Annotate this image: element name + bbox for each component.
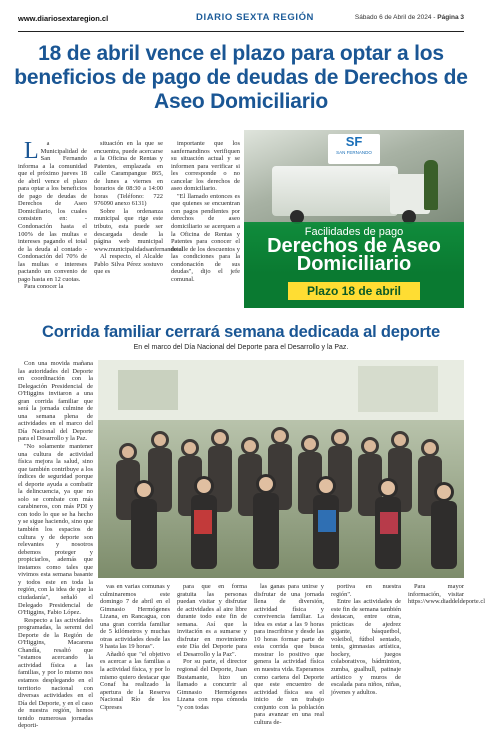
article1-column-2: situación en la que se encuentra, puede acercarse a la Oficina de Rentas y Patentes, emplazada en calle Carampangue 865, de lunes a viernes en horarios de 08:30 a 14:00 horas (Teléfono: 722 976090 anexo 6131) Sobre la ordenanza municipal que rige este tributo, esta puede ser descargada desde la página web municipal www.municipalidadsanfernando.cl Al respecto, el Alcalde Pablo Silva Pérez sostuvo que es — [94, 140, 184, 276]
issue-date: Sábado 6 de Abril de 2024 - Página 3 — [354, 14, 464, 21]
article2-subhead: En el marco del Día Nacional del Deporte para el Desarrollo y la Paz. — [133, 344, 349, 351]
site-url[interactable]: www.diariosextaregion.cl — [18, 14, 109, 23]
ad-line-2: Derechos de Aseo — [267, 235, 441, 257]
newspaper-brand: DIARIO SEXTA REGIÓN — [196, 12, 315, 23]
article1-column-3: importante que los sanfernandinos verifiquen su situación actual y se informen para verificar si les corresponde o no cancelar los derechos de aseo domiciliario. "El llamado entonces es que quienes se encuentran con pagos pendientes por derechos de aseo domiciliario se acerquen a la Oficina de Rentas y Patentes para conocer el detalle de los descuentos y las condiciones para la condonación de sus deudas", dijo el jefe comunal. — [171, 140, 240, 283]
article1-column-1: L a Municipalidad de San Fernando informa a la comunidad que el próximo jueves 18 de abril vence el plazo para optar a los beneficios de pago de deudas de Derechos de Aseo Domiciliario, los cuales consisten en: -Condonación hasta el 100% de las multas e intereses pagando el total de la deuda al contado -Condonación del 70% de las multas e intereses pactando un convenio de pago hasta en 12 cuotas. Para conocer la — [18, 138, 87, 291]
ad-deadline-badge: Plazo 18 de abril — [288, 282, 420, 300]
article2-column-6: Para mayor información, visitar https://www.diaddeldeporte.cl — [408, 583, 485, 606]
page-number: Página 3 — [437, 14, 464, 21]
ad-line-3: Domiciliario — [296, 253, 412, 275]
article2-column-1: Con una movida mañana las autoridades del Deporte en coordinación con la Delegación Presidencial de O'Higgins invitaron a una gran corrida familiar que será la jornada culmine de una semana plena de actividades en el marco del Día Nacional del Deporte para el Desarrollo y la Paz. "No solamente mantener una cultura de actividad física mejora la salud, sino que también contribuye a los índices de seguridad porque el deporte ayuda a combatir la delincuencia, ya que no solo se combate con más carabineros, con más PDI y con todo lo que se ha hecho y se sigue haciendo, sino que también los espacios de cultura y de deporte son relevantes y nosotros debemos proteger y propiciarlos, además que instamos como tales que vivimos esta semana basante y todos este en toda la región, con la idea de que la ciudadanía", señaló el Delegado Presidencial de O'Higgins, Fabio López. Respecto a las actividades programadas, la seremi del Deporte de la Región de O'Higgins, Macarena Chandía, resaltó que "estamos acercando la actividad física a las familias, y por lo mismo nos estamos desplegando en el territorio nacional con diversas actividades en el Día del Deporte, y en el caso de nuestra región, hemos tenido numerosas jornadas deporti- — [18, 360, 93, 730]
municipality-logo: SF SAN FERNANDO — [328, 134, 380, 164]
article2-column-5: portiva en nuestra región". Entre las actividades de este fin de semana también destacan, entre otras, prácticas de ajedrez gigante, básquetbol, voleibol, fútbol sentado, tenis, gimnasias artística, hockey, juegos colaborativos, bádminton, zumba, gualhull, patinaje artístico y muros de escalada para niños, niñas, jóvenes y adultos. — [331, 583, 401, 696]
ad-line-1: Facilidades de pago — [304, 226, 404, 238]
article2-headline: Corrida familiar cerrará semana dedicada al deporte — [42, 323, 440, 341]
article2-column-3: para que en forma gratuita las personas puedan visitar y disfrutar de actividades al aire libre durante todo este fin de semana. Así que la invitación es a sumarse y disfrutar en movimiento este Día del Deporte para el Desarrollo y la Paz". Por su parte, el director regional del Deporte, Juan Bustamante, hizo un llamado a concurrir al Gimnasio Hermógenes Lizana con ropa cómoda "y con todas — [177, 583, 247, 711]
article2-column-2: vas en varias comunas y culminaremos este domingo 7 de abril en el Gimnasio Hermógenes Lizana, en Rancagua, con una gran corrida familiar de 5 kilómetros y muchas otras actividades desde las 9 hasta las 19 horas". Añadió que "el objetivo es acercar a las familias a la actividad física, y por lo mismo quiero destacar que Conaf ha realizado la apertura de la Reserva Nacional Río de los Cipreses — [100, 583, 170, 711]
article2-column-4: las ganas para unirse y disfrutar de una jornada llena de diversión, actividad física y convivencia familiar. La idea es estar a las 9 horas para inscribirse y desde las 10 horas formar parte de esta corrida que busca mostrar lo positivo que genera la actividad física en nuestra vida. Esperamos como cartera del Deporte que este encuentro de actividad física sea el inicio de un trabajo conjunto con la población para avanzar en una real cultura de- — [254, 583, 324, 726]
article1-headline: 18 de abril vence el plazo para optar a los beneficios de pago de deudas de Derechos de Aseo Domiciliario — [14, 42, 468, 113]
dropcap: L — [24, 138, 39, 164]
